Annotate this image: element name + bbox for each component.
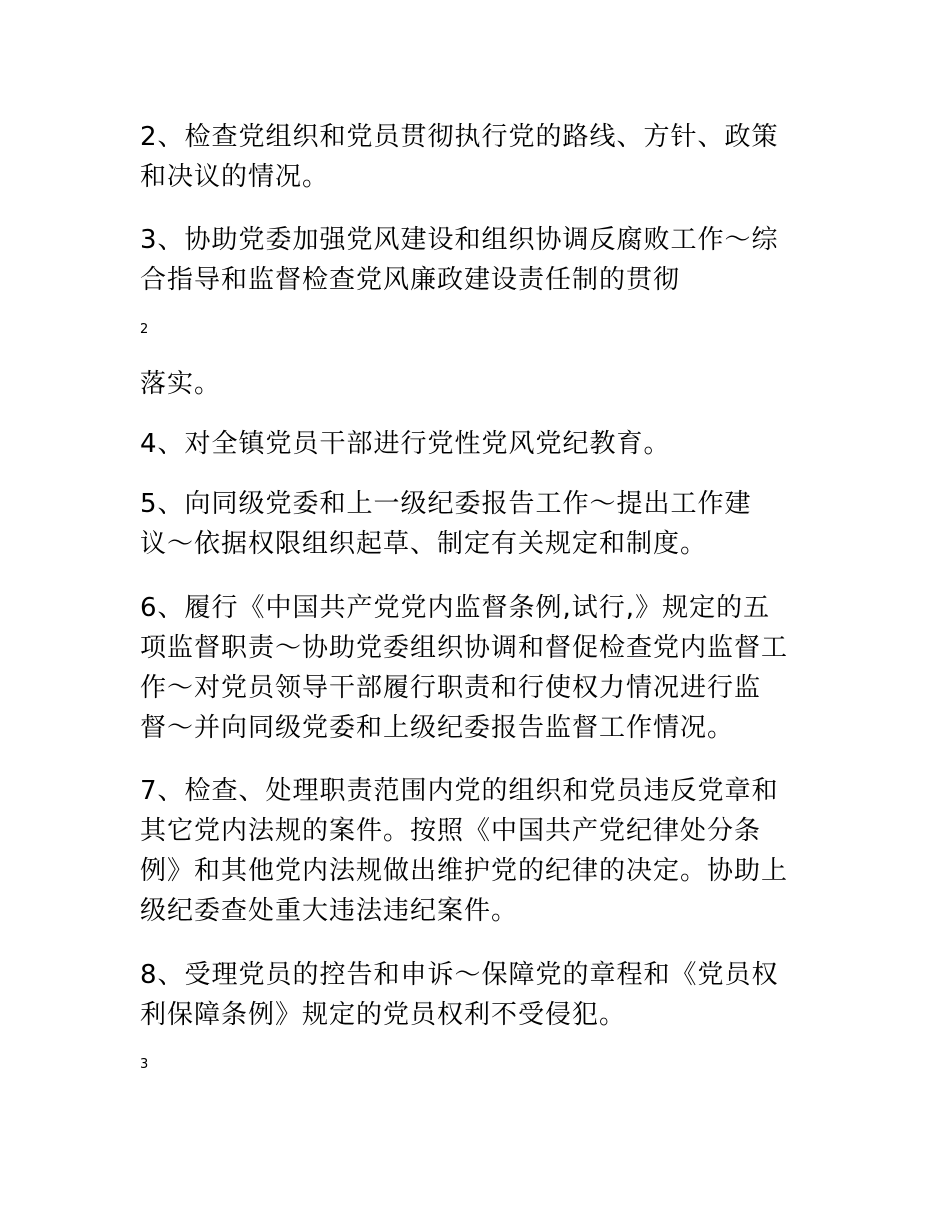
paragraph-item-6 <box>140 588 820 748</box>
page-number: 2 <box>140 322 149 337</box>
paragraph-continuation <box>140 364 820 404</box>
paragraph-item-3 <box>140 220 820 300</box>
text-line: 5、向同级党委和上一级纪委报告工作～提出工作建 <box>140 489 752 519</box>
paragraph-item-7 <box>140 771 820 931</box>
text-line: 4、对全镇党员干部进行党性党风党纪教育。 <box>140 429 671 459</box>
text-line: 8、受理党员的控告和申诉～保障党的章程和《党员权 <box>140 960 779 990</box>
paragraph-item-4 <box>140 424 820 464</box>
text-line: 2、检查党组织和党员贯彻执行党的路线、方针、政策 <box>140 122 779 152</box>
paragraph-item-2 <box>140 117 820 197</box>
text-line: 项监督职责～协助党委组织协调和督促检查党内监督工 <box>140 633 789 663</box>
text-line: 其它党内法规的案件。按照《中国共产党纪律处分条 <box>140 816 762 846</box>
paragraph-item-8 <box>140 955 820 1035</box>
text-line: 作～对党员领导干部履行职责和行使权力情况进行监 <box>140 673 762 703</box>
text-line: 6、履行《中国共产党党内监督条例,试行,》规定的五 <box>140 593 771 623</box>
text-line: 例》和其他党内法规做出维护党的纪律的决定。协助上 <box>140 856 789 886</box>
text-line: 和决议的情况。 <box>140 162 330 192</box>
text-line: 7、检查、处理职责范围内党的组织和党员违反党章和 <box>140 776 779 806</box>
text-line: 合指导和监督检查党风廉政建设责任制的贯彻 <box>140 265 681 295</box>
text-line: 利保障条例》规定的党员权利不受侵犯。 <box>140 1000 627 1030</box>
text-line: 级纪委查处重大违法违纪案件。 <box>140 896 519 926</box>
page-number: 3 <box>140 1057 149 1072</box>
text-line: 3、协助党委加强党风建设和组织协调反腐败工作～综 <box>140 225 779 255</box>
text-line: 议～依据权限组织起草、制定有关规定和制度。 <box>140 529 708 559</box>
text-line: 落实。 <box>140 369 222 399</box>
text-line: 督～并向同级党委和上级纪委报告监督工作情况。 <box>140 713 735 743</box>
paragraph-item-5 <box>140 484 820 564</box>
